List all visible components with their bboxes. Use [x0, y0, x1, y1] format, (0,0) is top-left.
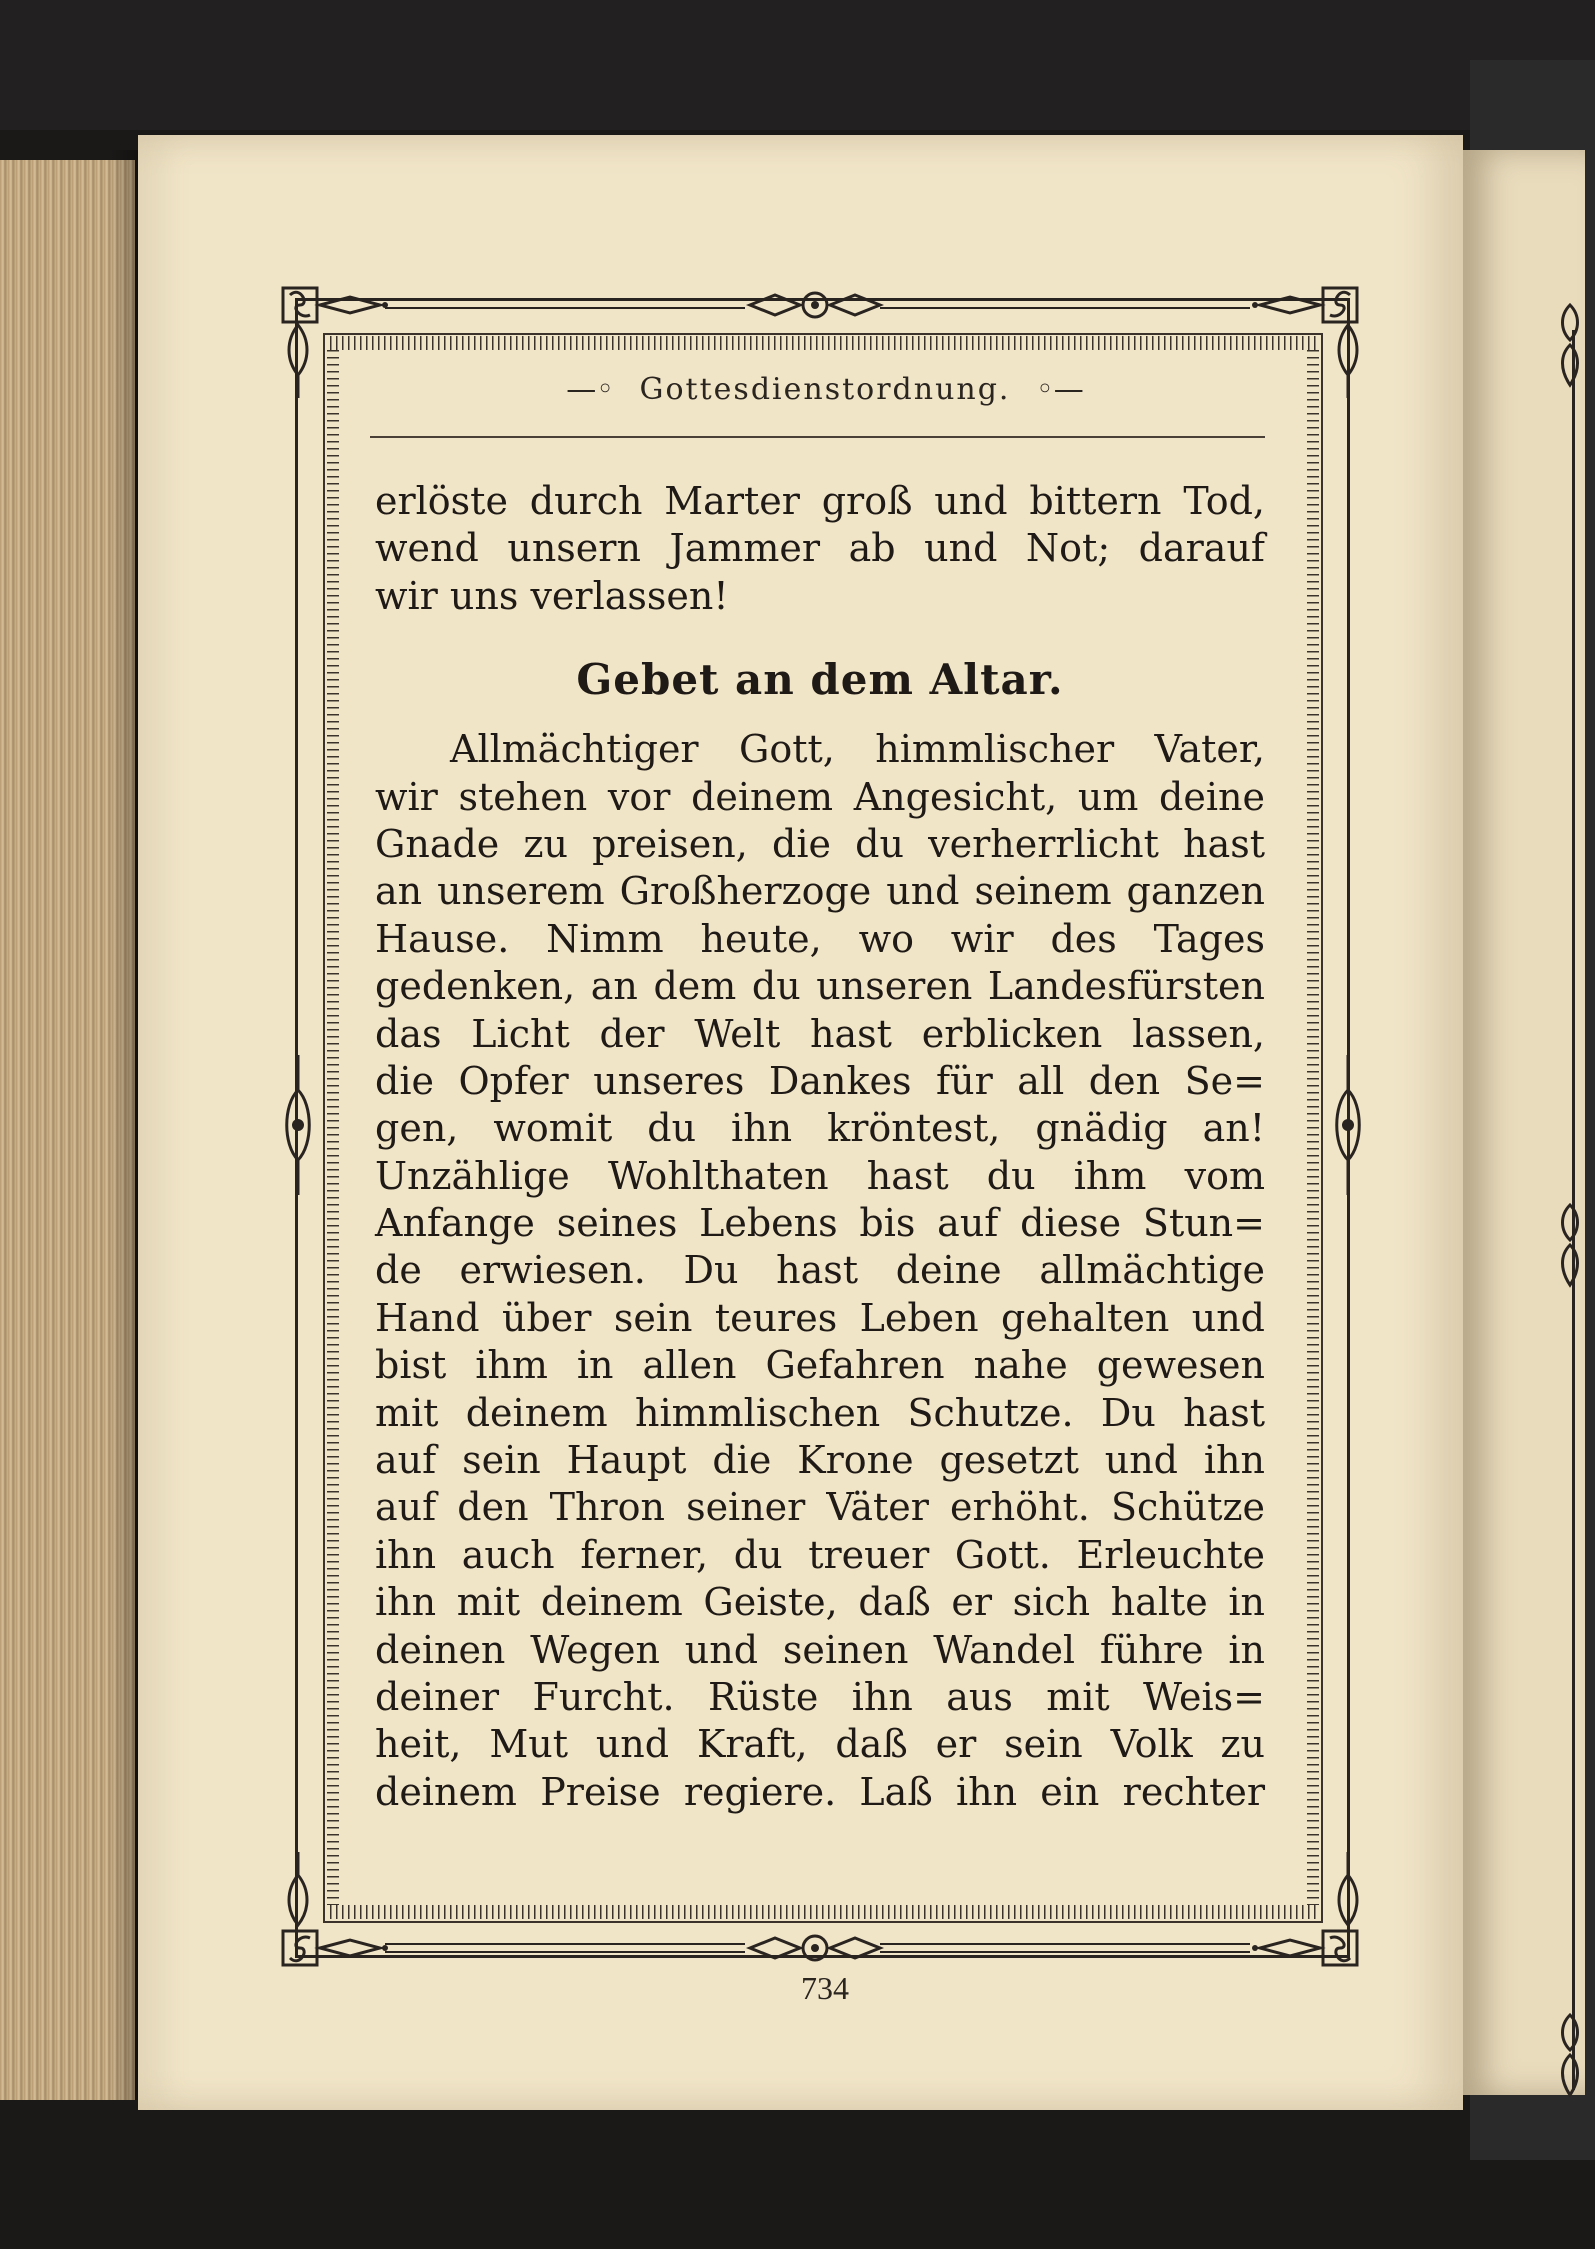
prayer-line: bist ihm in allen Gefahren nahe gewesen — [375, 1343, 1265, 1388]
prayer-line: Hause. Nimm heute, wo wir des Tages — [375, 916, 1265, 961]
prayer-line: Unzählige Wohlthaten hast du ihm vom — [375, 1153, 1265, 1198]
frame-top-bar-right — [880, 299, 1250, 309]
prayer-line: Gnade zu preisen, die du verherrlicht hast — [375, 821, 1265, 866]
prayer-line: de erwiesen. Du hast deine allmächtige — [375, 1248, 1265, 1293]
corner-ornament-top-left-icon — [280, 285, 390, 325]
prayer-line: mit deinem himmlischen Schutze. Du hast — [375, 1390, 1265, 1435]
side-ornament-left-icon — [281, 1050, 315, 1200]
side-ornament-right-icon — [1331, 1050, 1365, 1200]
frame-tick-border-top — [330, 336, 1316, 350]
frame-tick-border-left — [327, 350, 339, 1905]
center-ornament-bottom-icon — [745, 1928, 885, 1968]
frame-bottom-bar-right — [880, 1943, 1250, 1953]
frame-bottom-bar-left — [385, 1943, 745, 1953]
side-ornament-left-top-icon — [281, 320, 315, 400]
running-head-right-mark: ◦— — [1036, 372, 1084, 407]
page-stack-shadow — [110, 150, 140, 2100]
side-ornament-right-bottom-icon — [1331, 1850, 1365, 1930]
prayer-line: gedenken, an dem du unseren Landesfürsten — [375, 964, 1265, 1009]
running-head-rule — [370, 436, 1265, 438]
prayer-line: deinem Preise regiere. Laß ihn ein rechter — [375, 1769, 1265, 1814]
facing-page-edge — [1460, 150, 1585, 2095]
prayer-line: heit, Mut und Kraft, daß er sein Volk zu — [375, 1722, 1265, 1767]
prayer-line: die Opfer unseres Dankes für all den Se= — [375, 1058, 1265, 1103]
corner-ornament-top-right-icon — [1250, 285, 1360, 325]
prayer-line: ihn auch ferner, du treuer Gott. Erleuchte — [375, 1532, 1265, 1577]
intro-line: wend unsern Jammer ab und Not; darauf — [375, 526, 1265, 571]
corner-ornament-bottom-right-icon — [1250, 1928, 1360, 1968]
prayer-line: deiner Furcht. Rüste ihn aus mit Weis= — [375, 1674, 1265, 1719]
intro-line: wir uns verlassen! — [375, 573, 729, 618]
prayer-line: Allmächtiger Gott, himmlischer Vater, — [450, 727, 1265, 772]
running-head-left-mark: —◦ — [566, 372, 614, 407]
prayer-line: auf den Thron seiner Väter erhöht. Schütze — [375, 1485, 1265, 1530]
frame-tick-border-right — [1307, 350, 1319, 1905]
prayer-line: wir stehen vor deinem Angesicht, um deine — [375, 774, 1265, 819]
prayer-line: das Licht der Welt hast erblicken lassen, — [375, 1011, 1265, 1056]
prayer-line: auf sein Haupt die Krone gesetzt und ihn — [375, 1438, 1265, 1483]
corner-ornament-bottom-left-icon — [280, 1928, 390, 1968]
prayer-line: deinen Wegen und seinen Wandel führe in — [375, 1627, 1265, 1672]
page-number: 734 — [801, 1970, 849, 2006]
side-ornament-right-top-icon — [1331, 320, 1365, 400]
page-text — [375, 478, 1265, 1816]
facing-page-ornament-middle — [1555, 1200, 1585, 1290]
prayer-line: ihn mit deinem Geiste, daß er sich halte in — [375, 1580, 1265, 1625]
facing-page-ornament-top — [1555, 300, 1585, 390]
center-ornament-top-icon — [745, 285, 885, 325]
book-cover-top — [0, 0, 1595, 130]
section-heading: Gebet an dem Altar. — [576, 655, 1064, 705]
running-head-title: Gottesdienstordnung. — [639, 372, 1011, 407]
prayer-line: gen, womit du ihn kröntest, gnädig an! — [375, 1106, 1265, 1151]
prayer-line: Anfange seines Lebens bis auf diese Stun= — [375, 1201, 1265, 1246]
prayer-line: an unserem Großherzoge und seinem ganzen — [375, 869, 1265, 914]
intro-line: erlöste durch Marter groß und bittern Tod, — [375, 479, 1265, 523]
side-ornament-left-bottom-icon — [281, 1850, 315, 1930]
prayer-line: Hand über sein teures Leben gehalten und — [375, 1295, 1265, 1340]
frame-top-bar-left — [385, 299, 745, 309]
frame-tick-border-bottom — [330, 1905, 1316, 1919]
facing-page-ornament-bottom — [1555, 2010, 1585, 2100]
running-head — [370, 372, 1280, 422]
